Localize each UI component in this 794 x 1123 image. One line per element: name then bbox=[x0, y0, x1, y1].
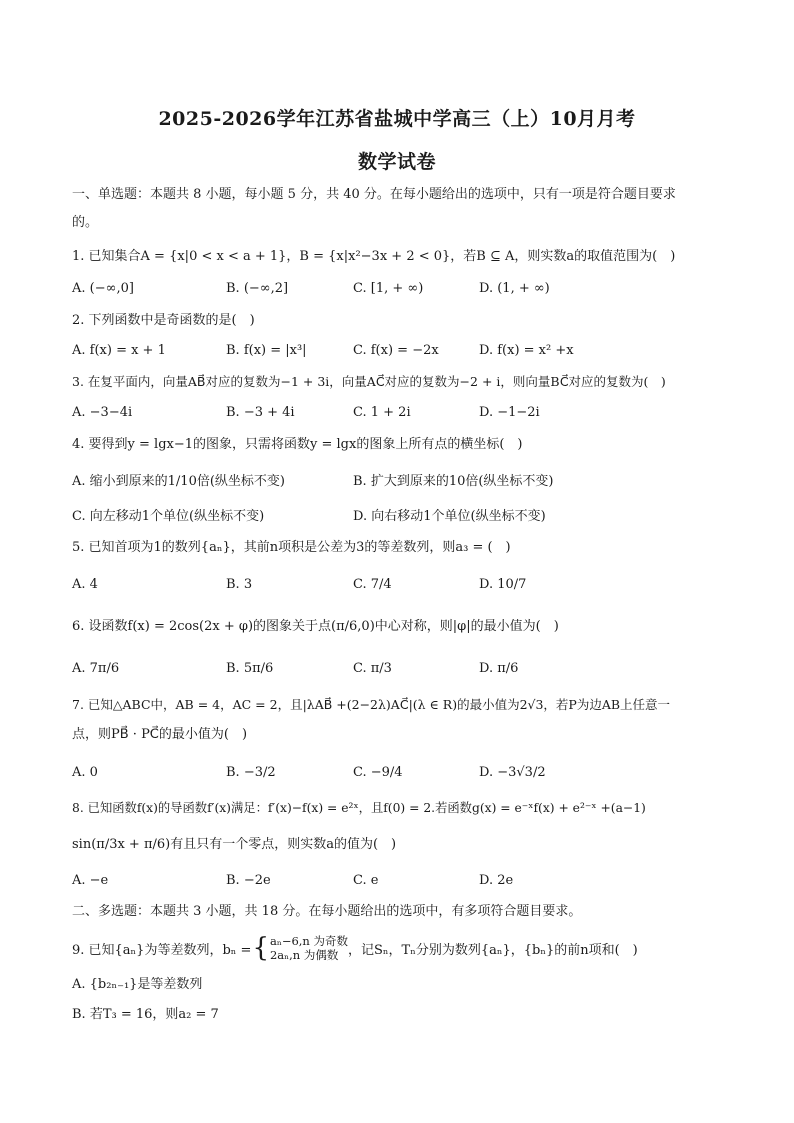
question-5-option-b: B. 3 bbox=[226, 577, 253, 592]
question-8-stem-line-2: sin(π/3x + π/6)有且只有一个零点，则实数a的值为( ) bbox=[72, 837, 397, 852]
question-7-stem-line-2: 点，则PB⃗ · PC⃗的最小值为( ) bbox=[72, 727, 248, 742]
brace-icon: { bbox=[252, 933, 269, 963]
piecewise-case-even: 2aₙ,n 为偶数 bbox=[269, 948, 339, 962]
section-1-heading: 一、单选题：本题共 8 小题，每小题 5 分，共 40 分。在每小题给出的选项中，只有一项是符合题目要求 bbox=[72, 187, 676, 202]
question-7-option-b: B. −3/2 bbox=[226, 765, 276, 780]
question-9-option-a: A. {b₂ₙ₋₁}是等差数列 bbox=[72, 977, 203, 992]
question-4-stem: 4. 要得到y = lgx−1的图象，只需将函数y = lgx的图象上所有点的横坐标( ) bbox=[72, 437, 523, 452]
piecewise-case-odd: aₙ−6,n 为奇数 bbox=[269, 934, 348, 948]
question-6-option-c: C. π/3 bbox=[353, 661, 392, 676]
question-5-option-d: D. 10/7 bbox=[479, 577, 527, 592]
question-1-option-b: B. (−∞,2] bbox=[226, 281, 289, 296]
question-9-stem bbox=[72, 930, 638, 966]
question-2-option-c: C. f(x) = −2x bbox=[353, 343, 439, 358]
question-8-stem-line-1: 8. 已知函数f(x)的导函数f′(x)满足：f′(x)−f(x) = e²ˣ，且f(0) = 2.若函数g(x) = e⁻ˣf(x) + e²⁻ˣ +(a−1) bbox=[72, 801, 646, 815]
section-2-heading: 二、多选题：本题共 3 小题，共 18 分。在每小题给出的选项中，有多项符合题目要求。 bbox=[72, 904, 582, 919]
question-3-option-c: C. 1 + 2i bbox=[353, 405, 411, 420]
question-4-option-c: C. 向左移动1个单位(纵坐标不变) bbox=[72, 509, 265, 524]
question-3-option-b: B. −3 + 4i bbox=[226, 405, 295, 420]
question-3-stem: 3. 在复平面内，向量AB⃗对应的复数为−1 + 3i，向量AC⃗对应的复数为−2 + i，则向量BC⃗对应的复数为( ) bbox=[72, 374, 666, 389]
question-9-stem-prefix: 9. 已知{aₙ}为等差数列，bₙ = bbox=[72, 942, 252, 958]
question-9-stem-suffix: ，记Sₙ，Tₙ分别为数列{aₙ}，{bₙ}的前n项和( ) bbox=[348, 942, 638, 958]
question-6-option-a: A. 7π/6 bbox=[72, 661, 120, 676]
question-5-option-c: C. 7/4 bbox=[353, 577, 392, 592]
exam-title: 2025-2026学年江苏省盐城中学高三（上）10月月考 bbox=[158, 108, 636, 130]
question-6-stem: 6. 设函数f(x) = 2cos(2x + φ)的图象关于点(π/6,0)中心对称，则|φ|的最小值为( ) bbox=[72, 619, 559, 634]
question-4-option-a: A. 缩小到原来的1/10倍(纵坐标不变) bbox=[72, 474, 285, 489]
question-7-option-d: D. −3√3/2 bbox=[479, 765, 546, 780]
question-1-stem: 1. 已知集合A = {x|0 < x < a + 1}，B = {x|x²−3x + 2 < 0}，若B ⊆ A，则实数a的取值范围为( ) bbox=[72, 249, 676, 264]
piecewise-cases bbox=[270, 934, 348, 962]
question-1-option-d: D. (1, + ∞) bbox=[479, 281, 550, 296]
question-6-option-d: D. π/6 bbox=[479, 661, 519, 676]
question-2-option-b: B. f(x) = |x³| bbox=[226, 343, 307, 358]
question-7-option-c: C. −9/4 bbox=[353, 765, 403, 780]
question-7-stem-line-1: 7. 已知△ABC中，AB = 4，AC = 2，且|λAB⃗ +(2−2λ)AC⃗|(λ ∈ R)的最小值为2√3，若P为边AB上任意一 bbox=[72, 697, 671, 712]
question-4-option-b: B. 扩大到原来的10倍(纵坐标不变) bbox=[353, 474, 554, 489]
question-5-option-a: A. 4 bbox=[72, 577, 98, 592]
question-1-option-c: C. [1, + ∞) bbox=[353, 281, 424, 296]
question-9-option-b: B. 若T₃ = 16，则a₂ = 7 bbox=[72, 1007, 219, 1022]
question-7-option-a: A. 0 bbox=[72, 765, 98, 780]
question-8-option-d: D. 2e bbox=[479, 873, 514, 888]
question-3-option-d: D. −1−2i bbox=[479, 405, 540, 420]
section-1-heading-cont: 的。 bbox=[72, 215, 99, 230]
question-1-option-a: A. (−∞,0] bbox=[72, 281, 134, 296]
question-2-option-d: D. f(x) = x² +x bbox=[479, 343, 574, 358]
question-6-option-b: B. 5π/6 bbox=[226, 661, 274, 676]
question-2-option-a: A. f(x) = x + 1 bbox=[72, 343, 166, 358]
question-3-option-a: A. −3−4i bbox=[72, 405, 133, 420]
question-8-option-a: A. −e bbox=[72, 873, 109, 888]
question-8-option-b: B. −2e bbox=[226, 873, 271, 888]
question-5-stem: 5. 已知首项为1的数列{aₙ}，其前n项积是公差为3的等差数列，则a₃ = ( ) bbox=[72, 540, 511, 555]
question-8-option-c: C. e bbox=[353, 873, 379, 888]
exam-subtitle: 数学试卷 bbox=[357, 151, 436, 173]
question-4-option-d: D. 向右移动1个单位(纵坐标不变) bbox=[353, 509, 546, 524]
question-2-stem: 2. 下列函数中是奇函数的是( ) bbox=[72, 313, 255, 328]
